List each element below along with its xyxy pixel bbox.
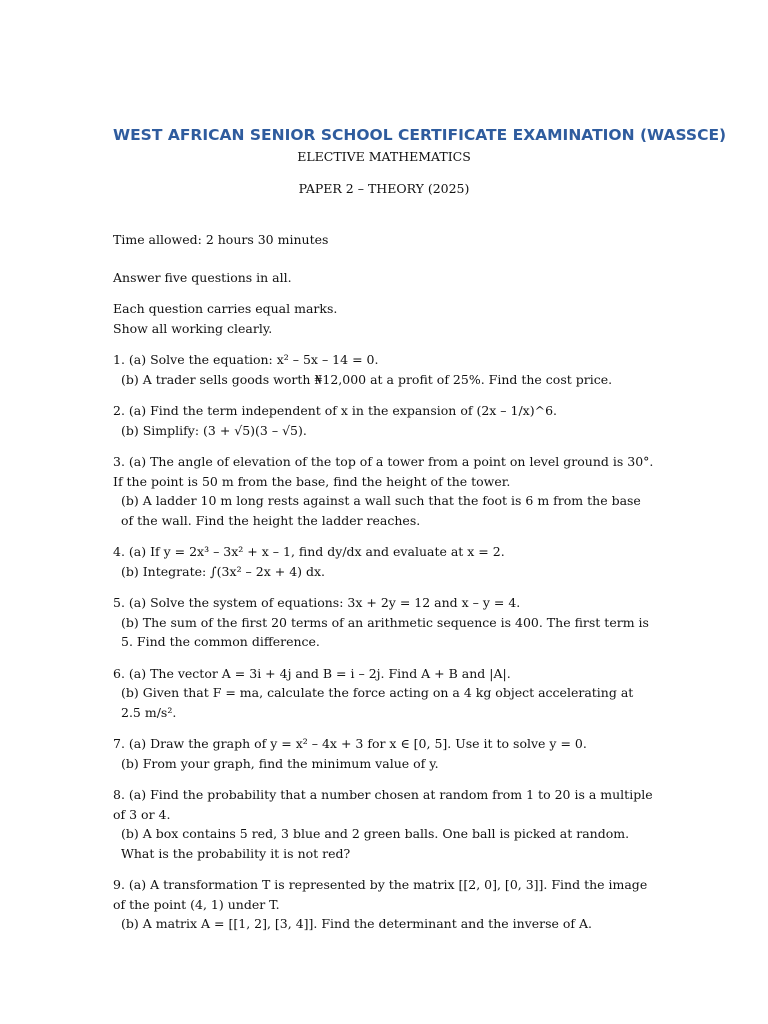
question-1	[113, 350, 655, 389]
question-part-a: 6. (a) The vector A = 3i + 4j and B = i – 2j. Find A + B and |A|.	[113, 665, 511, 681]
question-7	[113, 734, 655, 773]
question-9	[113, 875, 655, 934]
paper-title: PAPER 2 – THEORY (2025)	[298, 180, 470, 196]
question-part-b: (b) The sum of the first 20 terms of an arithmetic sequence is 400. The first term is 5. Find the common difference.	[121, 614, 649, 649]
question-part-b: (b) Integrate: ∫(3x² – 2x + 4) dx.	[121, 563, 326, 579]
question-part-a: 7. (a) Draw the graph of y = x² – 4x + 3 for x ∈ [0, 5]. Use it to solve y = 0.	[113, 736, 587, 751]
question-part-a: 5. (a) Solve the system of equations: 3x + 2y = 12 and x – y = 4.	[113, 595, 521, 610]
question-6	[113, 664, 655, 723]
question-part-b: (b) A ladder 10 m long rests against a wall such that the foot is 6 m from the base of the wall. Find the height the ladder reaches.	[121, 493, 641, 528]
question-3	[113, 452, 655, 530]
question-part-a: 2. (a) Find the term independent of x in the expansion of (2x – 1/x)^6.	[113, 403, 558, 418]
question-part-b: (b) A matrix A = [[1, 2], [3, 4]]. Find the determinant and the inverse of A.	[121, 916, 593, 931]
question-part-a: 1. (a) Solve the equation: x² – 5x – 14 = 0.	[113, 352, 379, 367]
instruction-answer: Answer five questions in all.	[113, 269, 292, 285]
instruction-working: Show all working clearly.	[113, 320, 273, 336]
question-part-a: 3. (a) The angle of elevation of the top of a tower from a point on level ground is 30°. If the point is 50 m from the base, find the height of the tower.	[113, 454, 654, 489]
question-5	[113, 593, 655, 652]
question-part-b: (b) From your graph, find the minimum value of y.	[121, 755, 439, 771]
question-part-a: 4. (a) If y = 2x³ – 3x² + x – 1, find dy/dx and evaluate at x = 2.	[113, 544, 505, 559]
question-2	[113, 401, 655, 440]
question-part-b: (b) Given that F = ma, calculate the force acting on a 4 kg object accelerating at 2.5 m/s².	[121, 685, 634, 720]
exam-title: WEST AFRICAN SENIOR SCHOOL CERTIFICATE EXAMINATION (WASSCE)	[113, 126, 727, 144]
subject-title: ELECTIVE MATHEMATICS	[297, 149, 471, 164]
question-part-a: 8. (a) Find the probability that a number chosen at random from 1 to 20 is a multiple of 3 or 4.	[113, 787, 653, 822]
question-part-b: (b) Simplify: (3 + √5)(3 – √5).	[121, 422, 307, 438]
instruction-marks: Each question carries equal marks.	[113, 301, 338, 316]
question-4	[113, 542, 655, 581]
question-part-b: (b) A box contains 5 red, 3 blue and 2 green balls. One ball is picked at random. What is the probability it is not red?	[121, 826, 630, 861]
question-8	[113, 785, 655, 863]
question-part-b: (b) A trader sells goods worth ₦12,000 at a profit of 25%. Find the cost price.	[121, 371, 613, 387]
time-allowed: Time allowed: 2 hours 30 minutes	[113, 232, 329, 247]
question-part-a: 9. (a) A transformation T is represented by the matrix [[2, 0], [0, 3]]. Find the image of the point (4, 1) under T.	[113, 877, 648, 912]
